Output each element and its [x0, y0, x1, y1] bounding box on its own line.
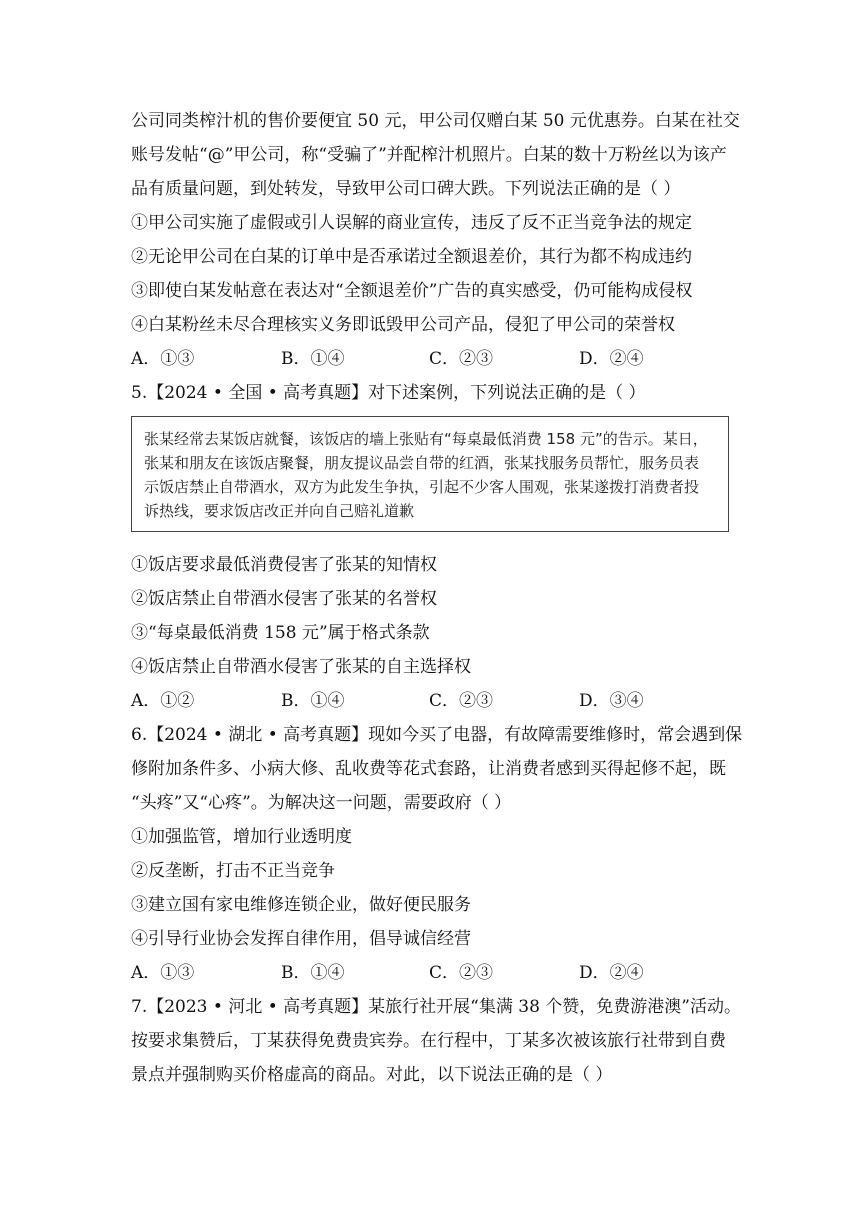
q5-statement-4: ④饭店禁止自带酒水侵害了张某的自主选择权	[131, 657, 471, 677]
q7-stem-line: 7.【2023 • 河北 • 高考真题】某旅行社开展“集满 38 个赞，免费游港澳”活动。	[131, 997, 741, 1017]
q5-statement-1: ①饭店要求最低消费侵害了张某的知情权	[131, 555, 437, 575]
q4-statement-2: ②无论甲公司在白某的订单中是否承诺过全额退差价，其行为都不构成违约	[131, 247, 692, 267]
q6-options	[131, 962, 731, 984]
q5-option-d: D．③④	[579, 691, 644, 711]
q6-statement-3: ③建立国有家电维修连锁企业，做好便民服务	[131, 895, 471, 915]
q4-stem-line: 公司同类榨汁机的售价要便宜 50 元，甲公司仅赠白某 50 元优惠券。白某在社交	[131, 111, 740, 131]
q5-case-line: 张某和朋友在该饭店聚餐，朋友提议品尝自带的红酒，张某找服务员帮忙，服务员表	[144, 454, 700, 472]
q4-option-c: C．②③	[429, 349, 494, 369]
q5-case-line: 张某经常去某饭店就餐，该饭店的墙上张贴有“每桌最低消费 158 元”的告示。某日，	[144, 430, 708, 448]
q4-statement-4: ④白某粉丝未尽合理核实义务即诋毁甲公司产品，侵犯了甲公司的荣誉权	[131, 315, 675, 335]
q4-stem-line: 品有质量问题，到处转发，导致甲公司口碑大跌。下列说法正确的是（ ）	[131, 179, 681, 199]
q6-option-a: A．①③	[131, 963, 195, 983]
q6-statement-1: ①加强监管，增加行业透明度	[131, 827, 352, 847]
q7-stem-line: 景点并强制购买价格虚高的商品。对此，以下说法正确的是（ ）	[131, 1065, 613, 1085]
q6-option-d: D．②④	[579, 963, 644, 983]
q6-stem-line: “头疼”又“心疼”。为解决这一问题，需要政府（ ）	[131, 793, 512, 813]
q5-options	[131, 690, 731, 712]
q6-statement-4: ④引导行业协会发挥自律作用，倡导诚信经营	[131, 929, 471, 949]
q5-statement-2: ②饭店禁止自带酒水侵害了张某的名誉权	[131, 589, 437, 609]
q5-option-c: C．②③	[429, 691, 494, 711]
q4-statement-3: ③即使白某发帖意在表达对“全额退差价”广告的真实感受，仍可能构成侵权	[131, 281, 693, 301]
q5-case-box	[131, 416, 729, 532]
q4-statement-1: ①甲公司实施了虚假或引人误解的商业宣传，违反了反不正当竞争法的规定	[131, 213, 692, 233]
q6-statement-2: ②反垄断，打击不正当竞争	[131, 861, 335, 881]
q5-stem: 5.【2024 • 全国 • 高考真题】对下述案例，下列说法正确的是（ ）	[131, 383, 646, 403]
q4-option-b: B．①④	[281, 349, 345, 369]
q6-stem-line: 6.【2024 • 湖北 • 高考真题】现如今买了电器，有故障需要维修时，常会遇到保	[131, 725, 743, 745]
q4-stem-line: 账号发帖“@”甲公司，称“受骗了”并配榨汁机照片。白某的数十万粉丝以为该产	[131, 145, 727, 165]
q5-case-line: 示饭店禁止自带酒水，双方为此发生争执，引起不少客人围观，张某遂拨打消费者投	[144, 478, 700, 496]
q5-option-b: B．①④	[281, 691, 345, 711]
q7-stem-line: 按要求集赞后，丁某获得免费贵宾券。在行程中，丁某多次被该旅行社带到自费	[131, 1031, 726, 1051]
q5-case-line: 诉热线，要求饭店改正并向自己赔礼道歉	[144, 502, 415, 520]
q6-stem-line: 修附加条件多、小病大修、乱收费等花式套路，让消费者感到买得起修不起，既	[131, 759, 726, 779]
q4-option-d: D．②④	[579, 349, 644, 369]
q6-option-c: C．②③	[429, 963, 494, 983]
q4-options	[131, 348, 731, 370]
q4-option-a: A．①③	[131, 349, 195, 369]
q5-option-a: A．①②	[131, 691, 195, 711]
q6-option-b: B．①④	[281, 963, 345, 983]
q5-statement-3: ③“每桌最低消费 158 元”属于格式条款	[131, 623, 430, 643]
